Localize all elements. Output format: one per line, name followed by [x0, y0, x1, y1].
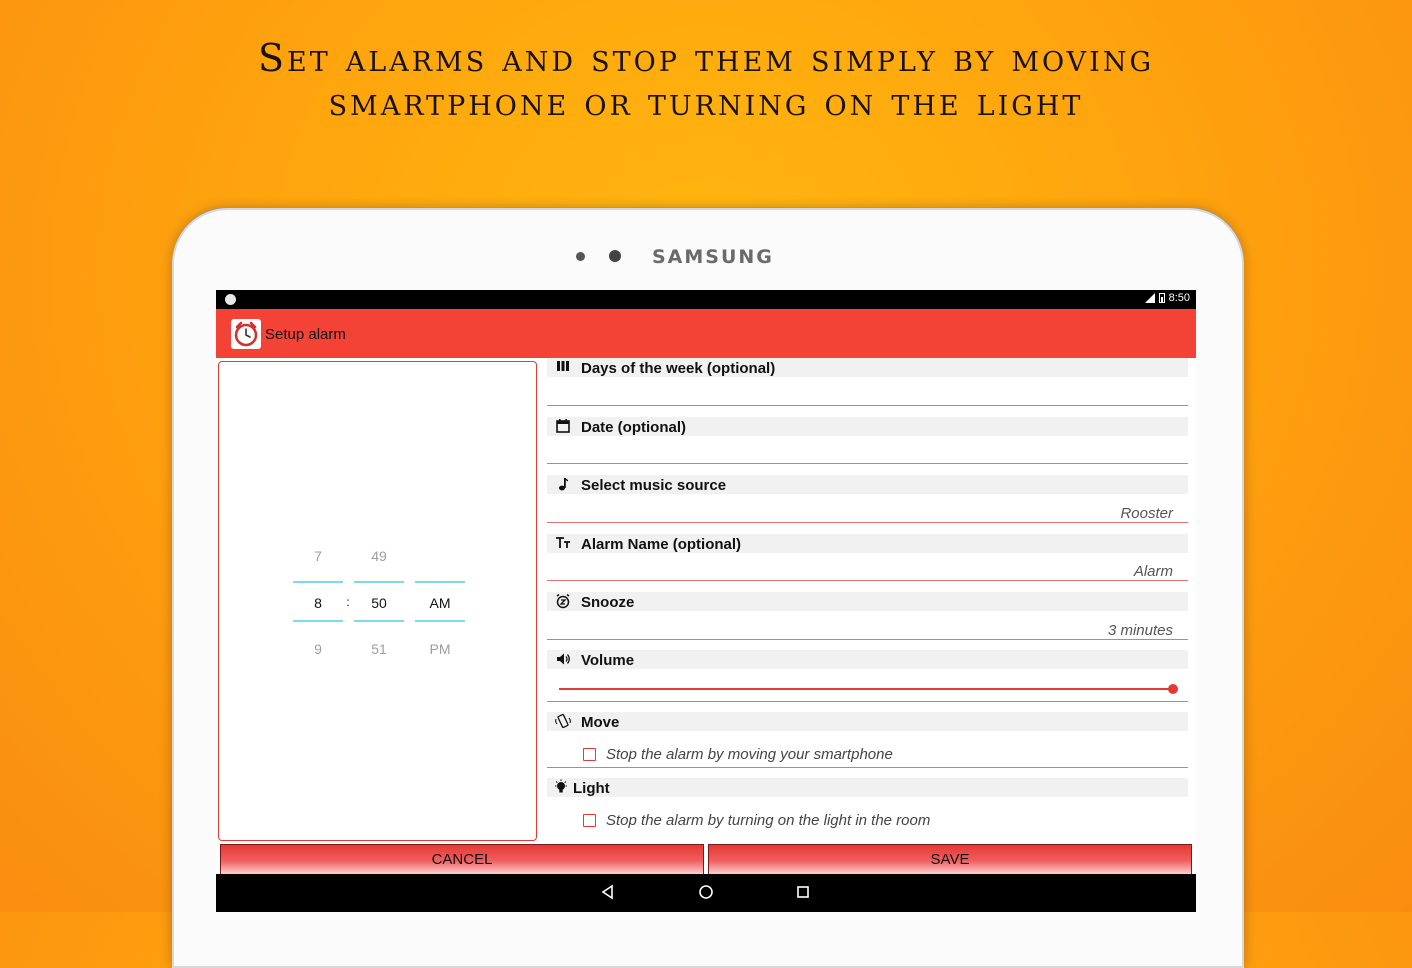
notification-icon [225, 294, 236, 305]
period-line-top [415, 581, 465, 583]
hour-line-top [293, 581, 343, 583]
volume-slider[interactable] [559, 688, 1173, 690]
light-checkbox[interactable] [583, 814, 596, 827]
minute-selected[interactable]: 50 [371, 595, 387, 611]
period-line-bottom [415, 620, 465, 622]
promo-headline [0, 36, 1412, 124]
minute-line-bottom [354, 620, 404, 622]
move-checkbox-row[interactable] [583, 746, 893, 763]
status-time: 8:50 [1168, 292, 1190, 304]
divider [547, 463, 1188, 464]
music-note-icon [555, 476, 571, 492]
snooze-label: Snooze [581, 594, 635, 611]
move-section [547, 712, 1188, 731]
days-label: Days of the week (optional) [581, 360, 776, 377]
app-title: Setup alarm [265, 326, 346, 343]
divider [547, 580, 1188, 581]
volume-slider-thumb[interactable] [1168, 684, 1178, 694]
divider [547, 639, 1188, 640]
move-checkbox-label[interactable]: Stop the alarm by moving your smartphone [606, 746, 893, 763]
divider [547, 522, 1188, 523]
snooze-icon [555, 593, 571, 609]
light-label: Light [573, 780, 610, 797]
alarm-clock-icon [231, 319, 261, 349]
move-label: Move [581, 714, 620, 731]
hour-selected[interactable]: 8 [314, 595, 322, 611]
name-label: Alarm Name (optional) [581, 536, 742, 553]
volume-icon [555, 651, 571, 667]
move-checkbox[interactable] [583, 748, 596, 761]
volume-section [547, 650, 1188, 669]
snooze-section[interactable] [547, 592, 1188, 611]
lightbulb-icon [553, 779, 569, 795]
time-separator: : [346, 595, 350, 609]
hour-line-bottom [293, 620, 343, 622]
period-next[interactable]: PM [429, 641, 451, 657]
minute-next[interactable]: 51 [371, 641, 387, 657]
date-section[interactable] [547, 417, 1188, 436]
divider [547, 701, 1188, 702]
battery-icon [1159, 293, 1165, 303]
minute-line-top [354, 581, 404, 583]
hour-prev[interactable]: 7 [314, 548, 322, 564]
music-section[interactable] [547, 475, 1188, 494]
minute-prev[interactable]: 49 [371, 548, 387, 564]
music-label: Select music source [581, 477, 727, 494]
app-bar [216, 309, 1196, 358]
light-checkbox-row[interactable] [583, 812, 930, 829]
save-button[interactable]: SAVE [708, 844, 1192, 874]
status-right [1145, 292, 1190, 304]
text-size-icon [555, 535, 571, 551]
recents-icon[interactable] [795, 884, 811, 900]
back-icon[interactable] [600, 884, 616, 900]
shake-phone-icon [555, 713, 571, 729]
time-picker[interactable] [218, 361, 537, 841]
snooze-value[interactable]: 3 minutes [1107, 622, 1173, 639]
brand-logo: SAMSUNG [652, 246, 774, 268]
home-icon[interactable] [698, 884, 714, 900]
divider [547, 767, 1188, 768]
front-camera [609, 250, 621, 262]
date-label: Date (optional) [581, 419, 686, 436]
light-section [547, 778, 1188, 797]
days-section[interactable] [547, 358, 1188, 377]
calendar-icon [555, 418, 571, 434]
volume-label: Volume [581, 652, 635, 669]
sensor-dot [576, 252, 585, 261]
light-checkbox-label[interactable]: Stop the alarm by turning on the light in the room [606, 812, 931, 829]
period-selected[interactable]: AM [429, 595, 451, 611]
divider [547, 405, 1188, 406]
name-section[interactable] [547, 534, 1188, 553]
headline-line-1: Set alarms and stop them simply by moving [257, 36, 1155, 80]
signal-icon [1145, 293, 1155, 303]
alarm-name-value[interactable]: Alarm [1133, 563, 1173, 580]
status-bar [216, 290, 1196, 309]
device-screen [216, 290, 1196, 912]
view-week-icon [555, 359, 571, 375]
hour-next[interactable]: 9 [314, 641, 322, 657]
music-value[interactable]: Rooster [1120, 505, 1173, 522]
navigation-bar [216, 874, 1196, 912]
headline-line-2: smartphone or turning on the light [328, 80, 1084, 124]
cancel-button[interactable]: CANCEL [220, 844, 704, 874]
